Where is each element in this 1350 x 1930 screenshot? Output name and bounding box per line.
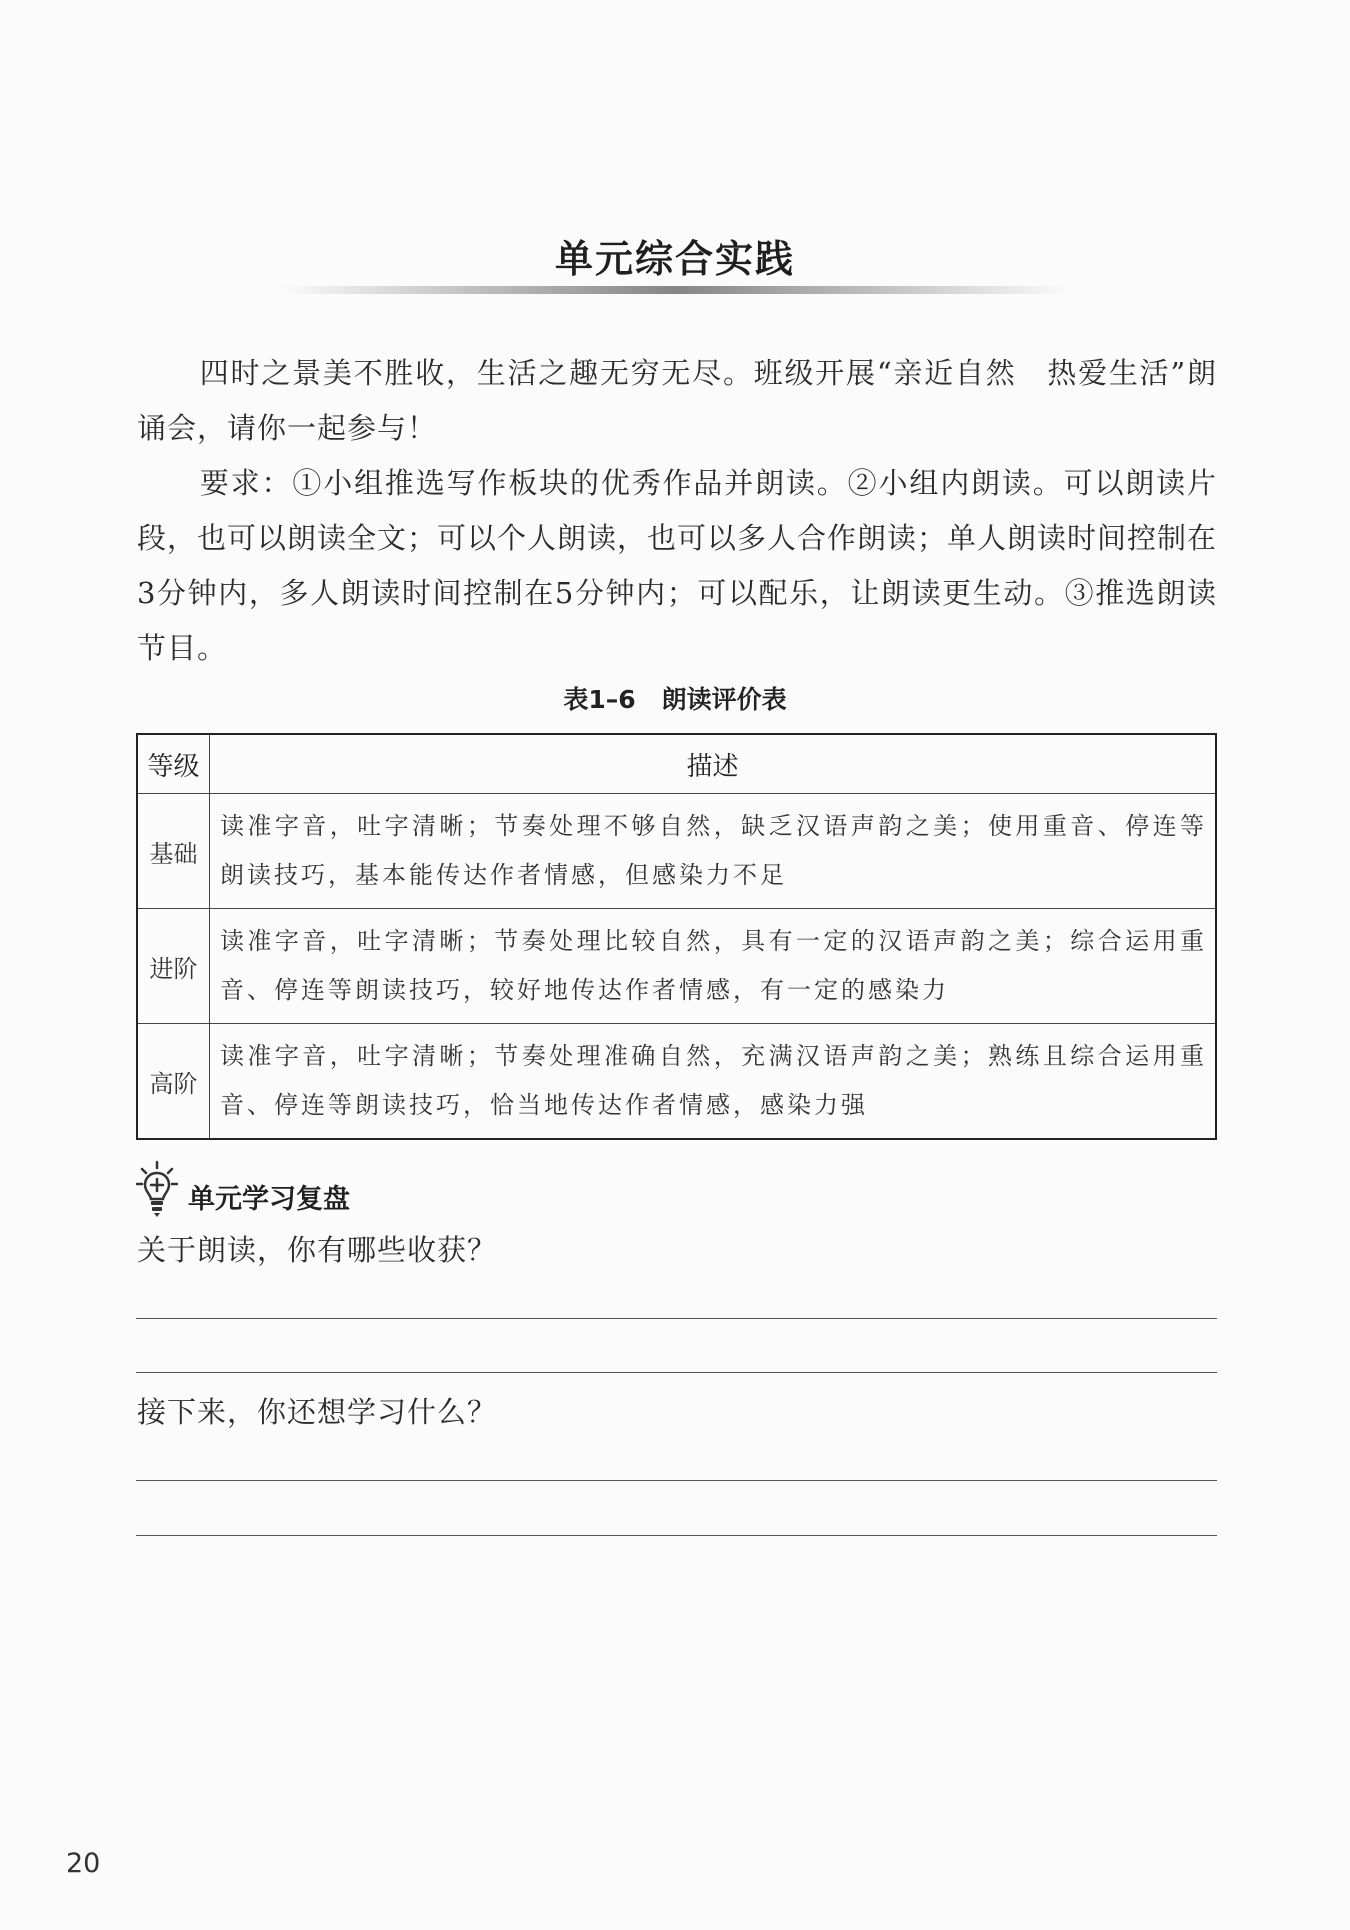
answer-line[interactable] — [136, 1535, 1217, 1536]
table-caption — [0, 680, 1350, 716]
answer-line[interactable] — [136, 1480, 1217, 1481]
unit-review-header — [136, 1160, 350, 1218]
table-row — [137, 909, 1216, 1024]
header-level: 等级 — [137, 734, 210, 794]
table-caption-number: 表1–6 — [563, 685, 636, 714]
table-row — [137, 1024, 1216, 1140]
table-caption-title: 朗读评价表 — [661, 685, 787, 714]
lightbulb-icon — [136, 1160, 178, 1218]
table-row — [137, 794, 1216, 909]
reading-evaluation-table — [136, 733, 1217, 1140]
requirements-paragraph — [137, 456, 1217, 676]
question-next-steps: 接下来，你还想学习什么？ — [137, 1395, 498, 1429]
description-cell-basic: 读准字音，吐字清晰；节奏处理不够自然，缺乏汉语声韵之美；使用重音、停连等朗读技巧，基本能传达作者情感，但感染力不足 — [210, 794, 1217, 909]
answer-line[interactable] — [136, 1318, 1217, 1319]
header-description: 描述 — [210, 734, 1217, 794]
requirements-text: 要求：①小组推选写作板块的优秀作品并朗读。②小组内朗读。可以朗读片段，也可以朗读全文；可以个人朗读，也可以多人合作朗读；单人朗读时间控制在3分钟内，多人朗读时间控制在5分钟内；可以配乐，让朗读更生动。③推选朗读节目。 — [137, 466, 1218, 665]
section-title: 单元综合实践 — [554, 237, 795, 281]
description-cell-expert: 读准字音，吐字清晰；节奏处理准确自然，充满汉语声韵之美；熟练且综合运用重音、停连等朗读技巧，恰当地传达作者情感，感染力强 — [210, 1024, 1217, 1140]
question-gains: 关于朗读，你有哪些收获？ — [137, 1233, 498, 1267]
review-title: 单元学习复盘 — [188, 1183, 350, 1215]
level-cell-advanced: 进阶 — [137, 909, 210, 1024]
level-cell-expert: 高阶 — [137, 1024, 210, 1140]
title-underline-decoration — [280, 286, 1070, 294]
page-number: 20 — [66, 1848, 101, 1879]
description-cell-advanced: 读准字音，吐字清晰；节奏处理比较自然，具有一定的汉语声韵之美；综合运用重音、停连等朗读技巧，较好地传达作者情感，有一定的感染力 — [210, 909, 1217, 1024]
level-cell-basic: 基础 — [137, 794, 210, 909]
answer-line[interactable] — [136, 1372, 1217, 1373]
table-header-row — [137, 734, 1216, 794]
intro-paragraph — [137, 346, 1217, 456]
intro-paragraph-text: 四时之景美不胜收，生活之趣无穷无尽。班级开展“亲近自然 热爱生活”朗诵会，请你一起参与！ — [137, 356, 1217, 445]
